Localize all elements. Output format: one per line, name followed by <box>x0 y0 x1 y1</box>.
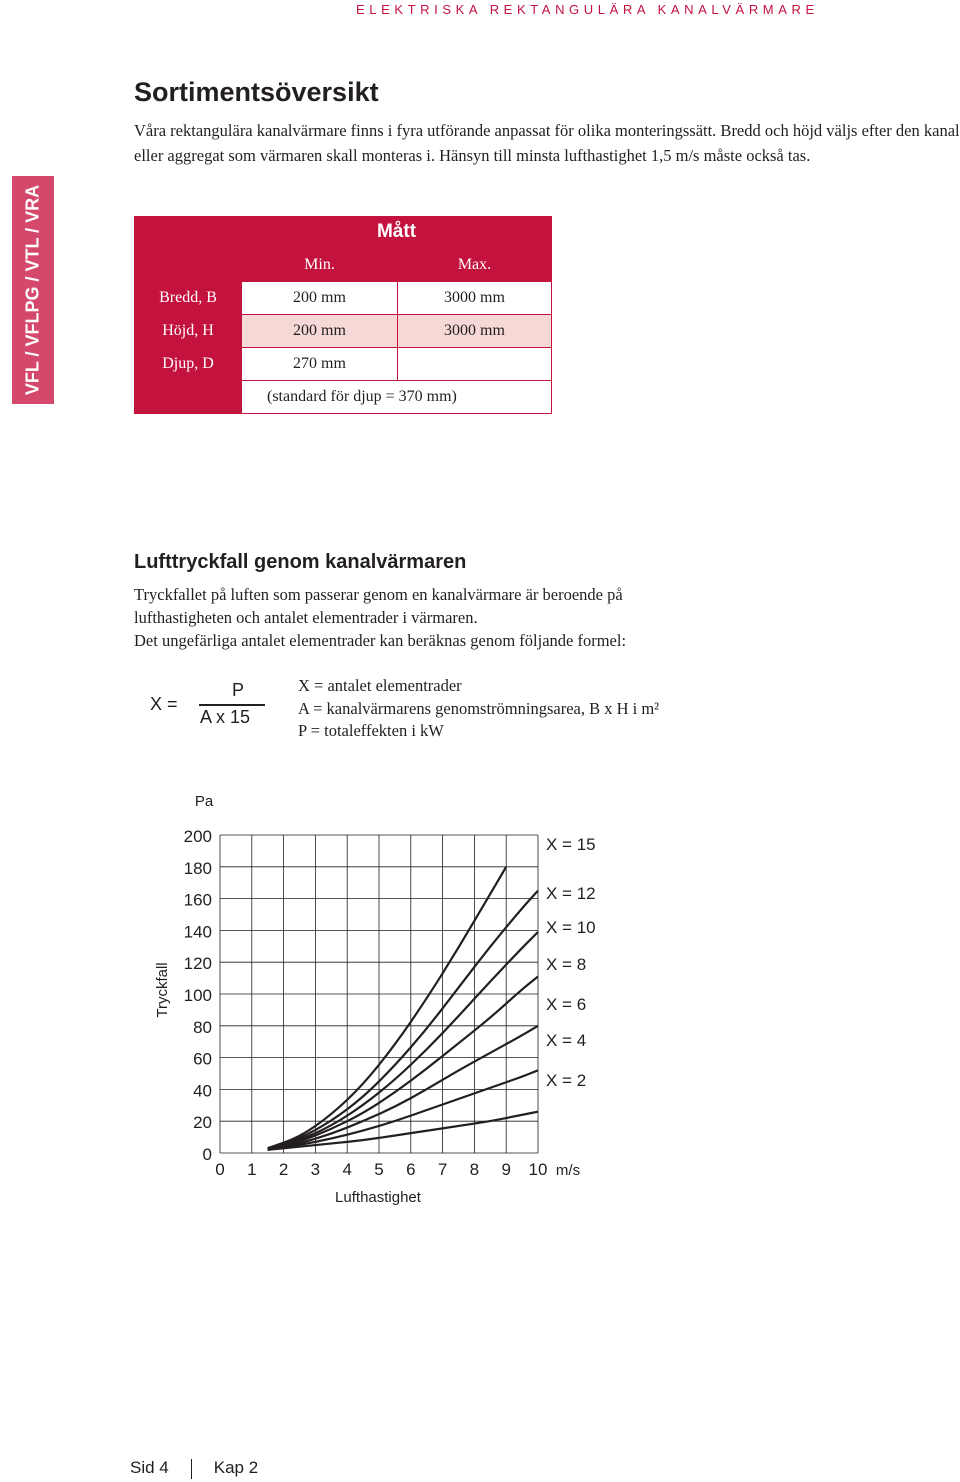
formula-numerator: P <box>231 680 244 700</box>
series-line <box>268 932 538 1148</box>
row-min-value: 200 mm <box>242 282 398 315</box>
y-tick-label: 140 <box>183 922 212 942</box>
series-line <box>268 891 538 1149</box>
series-label: X = 10 <box>546 918 596 937</box>
row-min-value: 270 mm <box>242 348 398 381</box>
row-min-value: 200 mm <box>242 315 398 348</box>
definition-x: X = antalet elementrader <box>298 676 462 695</box>
y-axis-title: Tryckfall <box>154 962 171 1018</box>
table-row <box>135 315 552 348</box>
side-tab <box>12 176 54 404</box>
dimension-table <box>134 216 552 414</box>
tryckfall-description <box>134 583 694 652</box>
formula-fraction-bar <box>199 704 265 706</box>
series-label: X = 6 <box>546 995 587 1014</box>
row-max-value: 3000 mm <box>398 282 552 315</box>
page-footer <box>130 1458 258 1479</box>
y-tick-label: 200 <box>183 827 212 846</box>
section-title-sortiment: Sortimentsöversikt <box>134 77 379 107</box>
x-tick-label: 4 <box>342 1160 352 1179</box>
x-axis-title: Lufthastighet <box>335 1189 421 1206</box>
row-max-value: 3000 mm <box>398 315 552 348</box>
x-tick-label: 0 <box>215 1160 225 1179</box>
x-tick-label: 3 <box>310 1160 321 1179</box>
table-note: (standard för djup = 370 mm) <box>242 381 552 414</box>
y-tick-label: 20 <box>193 1113 212 1133</box>
x-tick-label: 6 <box>406 1160 416 1179</box>
x-tick-label: 2 <box>278 1160 289 1179</box>
table-title: Mått <box>376 221 417 243</box>
series-label: X = 12 <box>546 884 596 903</box>
y-tick-label: 40 <box>193 1081 212 1101</box>
x-tick-label: 5 <box>374 1160 384 1179</box>
series-line <box>268 867 507 1148</box>
x-tick-label: 8 <box>469 1160 480 1179</box>
series-label: X = 2 <box>546 1071 587 1090</box>
series-line <box>268 977 538 1149</box>
x-tick-label: 7 <box>437 1160 448 1179</box>
section-title-tryckfall: Lufttryckfall genom kanalvärmaren <box>134 551 467 573</box>
x-tick-label: 9 <box>501 1160 511 1179</box>
formula-lhs: X = <box>150 694 178 714</box>
y-tick-label: 60 <box>193 1049 212 1069</box>
definition-p: P = totaleffekten i kW <box>298 721 444 740</box>
series-label: X = 4 <box>546 1031 587 1050</box>
footer-chapter: Kap 2 <box>213 1458 259 1477</box>
row-label: Djup, D <box>135 348 242 381</box>
row-max-value <box>398 348 552 381</box>
document-header: ELEKTRISKA REKTANGULÄRA KANALVÄRMARE <box>356 2 819 17</box>
table-title-cell <box>242 217 552 248</box>
series-label: X = 15 <box>546 835 596 854</box>
row-label: Bredd, B <box>135 282 242 315</box>
formula-definitions <box>298 675 659 743</box>
intro-paragraph: Våra rektangulära kanalvärmare finns i fyra utförande anpassat för olika monteringssätt. Bredd och höjd väljs efter den kanal eller aggregat som värmaren skall monteras i. Hänsyn till minsta lufthastighet 1,5 m/s måste också tas. <box>134 121 960 165</box>
y-tick-label: 160 <box>183 890 212 910</box>
x-tick-label: 1 <box>247 1160 257 1179</box>
y-tick-label: 0 <box>202 1145 212 1164</box>
x-unit-label: m/s <box>555 1162 581 1179</box>
footer-page: Sid 4 <box>130 1458 169 1477</box>
row-label-empty <box>135 381 242 414</box>
pressure-drop-chart <box>0 780 960 1220</box>
footer-separator <box>191 1459 192 1479</box>
y-tick-label: 180 <box>183 858 212 878</box>
col-header-max: Max. <box>398 248 552 282</box>
table-row <box>135 282 552 315</box>
y-tick-label: 120 <box>183 954 212 974</box>
table-note-row <box>135 381 552 414</box>
y-unit-label: Pa <box>194 793 214 810</box>
col-header-min: Min. <box>242 248 398 282</box>
y-tick-label: 100 <box>183 986 212 1005</box>
x-tick-label: 10 <box>528 1160 548 1179</box>
row-label: Höjd, H <box>135 315 242 348</box>
table-row <box>135 348 552 381</box>
tryckfall-paragraph-1: Tryckfallet på luften som passerar genom en kanalvärmare är beroende på lufthastigheten och antalet elementrader i värmaren. <box>134 585 623 627</box>
y-tick-label: 80 <box>193 1017 212 1037</box>
formula-denominator: A x 15 <box>200 707 251 727</box>
series-label: X = 8 <box>546 955 587 974</box>
tryckfall-paragraph-2: Det ungefärliga antalet elementrader kan beräknas genom följande formel: <box>134 631 627 650</box>
side-tab-label: VFL / VFLPG / VTL / VRA <box>22 184 43 396</box>
table-corner-cell <box>135 217 242 282</box>
definition-a: A = kanalvärmarens genomströmningsarea, B x H i m² <box>298 698 660 718</box>
